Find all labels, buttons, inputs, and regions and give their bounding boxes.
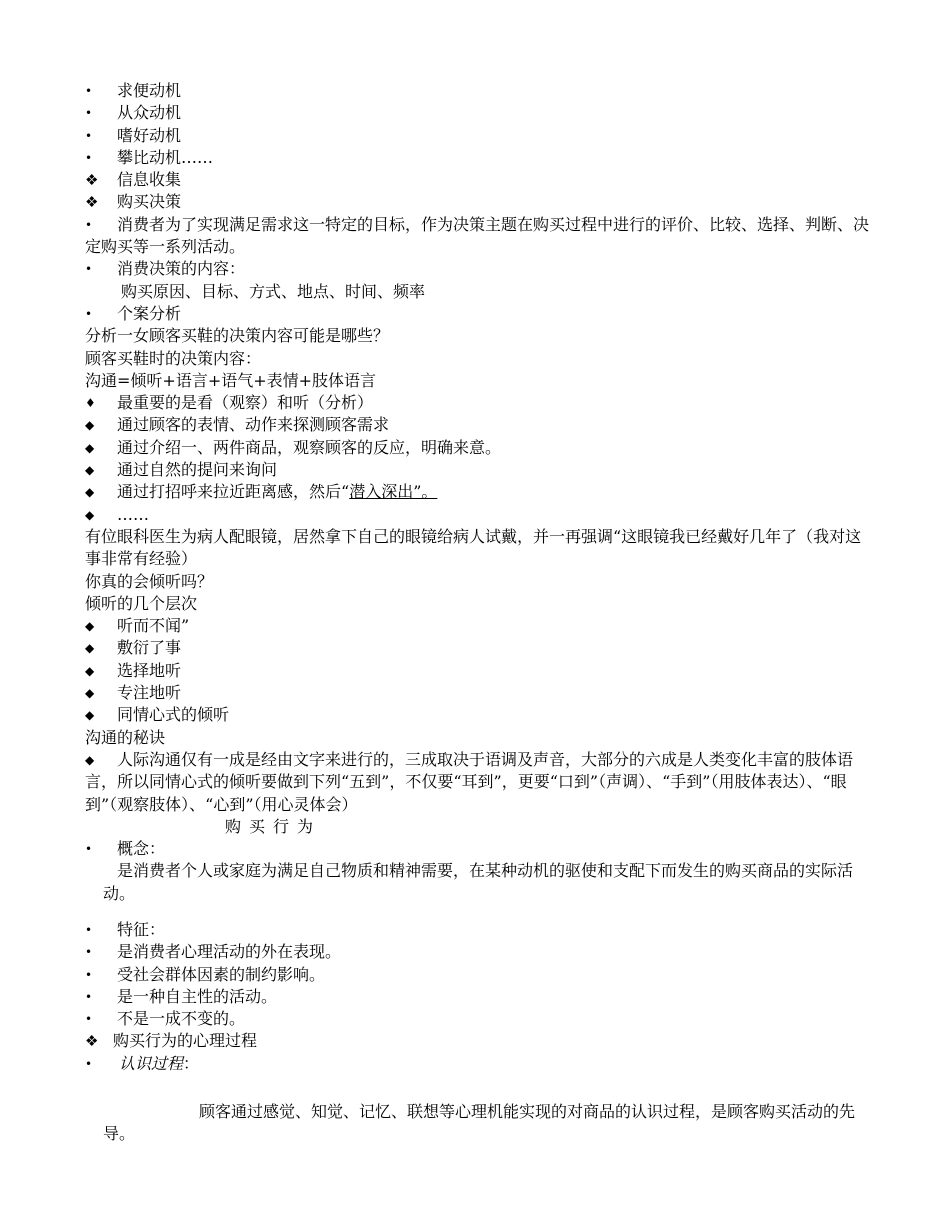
line-text: 是消费者心理活动的外在表现。: [117, 942, 342, 962]
line-text: 购买决策: [117, 192, 182, 212]
feather-line: [85, 1030, 870, 1052]
line-text: 你真的会倾听吗？: [85, 571, 214, 591]
bullet-icon: •: [85, 84, 93, 98]
diamond-line: [85, 660, 870, 682]
bullet-icon: •: [85, 106, 93, 121]
line-text: 通过自然的提问来询问: [117, 460, 278, 480]
diamond-line: [85, 481, 870, 503]
line-text: 沟通=倾听+语言+语气+表情+肢体语言: [85, 370, 377, 390]
diamond-paragraph: [85, 749, 870, 816]
bullet-icon: •: [85, 128, 93, 143]
bullet-line: [85, 1008, 870, 1030]
line-text: 倾听的几个层次: [85, 593, 198, 613]
line-text: 攀比动机……: [117, 147, 214, 167]
line-text: 人际沟通仅有一成是经由文字来进行的，三成取决于语调及声音，大部分的六成是人类变化丰富的肢体语言，所以同情心式的倾听要做到下列“五到”，不仅要“耳到”，更要“口到”（声调）、“手到”（用肢体表达）、“眼到”（观察肢体）、“心到”（用心灵体会）: [85, 749, 854, 814]
bullet-line: [85, 941, 870, 963]
line-text: 最重要的是看（观察）和听（分析）: [117, 393, 374, 413]
diamond-line: [85, 459, 870, 481]
line-text: 是一种自主性的活动。: [117, 986, 278, 1006]
plain-line: [85, 727, 870, 749]
feather-bullet-icon: ❖: [85, 1032, 99, 1051]
line-text: 特征：: [117, 919, 166, 939]
bullet-icon: •: [85, 967, 93, 982]
plain-line: [85, 571, 870, 593]
spacer: [85, 1075, 870, 1101]
diamond-icon: ◆: [85, 686, 95, 701]
diamond-line: [85, 704, 870, 726]
line-text: 专注地听: [117, 683, 182, 703]
feather-bullet-icon: ❖: [85, 171, 99, 190]
diamond-line: [85, 504, 870, 526]
bullet-icon: •: [85, 945, 93, 960]
line-text: 从众动机: [117, 103, 182, 123]
diamond-line: [85, 414, 870, 436]
diamond-line: [85, 682, 870, 704]
line-text: 同情心式的倾听: [117, 705, 230, 725]
plain-line: [85, 325, 870, 347]
line-text: 不是一成不变的。: [117, 1009, 246, 1029]
line-text: 选择地听: [117, 660, 182, 680]
bullet-paragraph: [85, 214, 870, 259]
bullet-icon: •: [85, 306, 93, 321]
plain-paragraph: [85, 526, 870, 571]
line-text: 分析一女顾客买鞋的决策内容可能是哪些？: [85, 326, 390, 346]
line-text: 购买行为: [225, 816, 322, 836]
diamond-icon: ◆: [85, 418, 95, 433]
diamond-icon: ◆: [85, 641, 95, 656]
bullet-line: [85, 102, 870, 124]
line-text: 听而不闻”: [117, 616, 190, 636]
line-text: 顾客通过感觉、知觉、记忆、联想等心理机能实现的对商品的认识过程，是顾客购买活动的先导。: [103, 1102, 856, 1144]
line-text: 购买原因、目标、方式、地点、时间、频率: [121, 281, 426, 301]
line-text: 信息收集: [117, 170, 182, 190]
bullet-line: [85, 986, 870, 1008]
bullet-icon: •: [85, 989, 93, 1004]
diamond-icon: ◆: [85, 507, 95, 522]
line-text: 通过打招呼来拉近距离感，然后“: [117, 482, 350, 502]
bullet-icon: •: [85, 842, 93, 857]
bullet-icon: •: [85, 922, 93, 937]
diamond-line: [85, 437, 870, 459]
line-text: 嗜好动机: [117, 125, 182, 145]
bullet-icon: •: [85, 1056, 93, 1071]
indented-paragraph: [85, 860, 870, 905]
underlined-text: 潜入深出”。: [349, 482, 438, 502]
indented-line: [85, 281, 870, 303]
bullet-icon: •: [85, 150, 93, 165]
diamond-icon: ◆: [85, 752, 95, 767]
diamond-icon: ◆: [85, 663, 95, 678]
bullet-line: [85, 147, 870, 169]
plain-line: [85, 348, 870, 370]
diamond-icon: ◆: [85, 440, 95, 455]
indented-paragraph: [85, 1101, 870, 1146]
bullet-line: [85, 303, 870, 325]
feather-line: [85, 191, 870, 213]
italic-text: 认识过程: [119, 1053, 184, 1073]
bullet-line: [85, 258, 870, 280]
bullet-line: [85, 1053, 870, 1075]
line-text: 购买行为的心理过程: [113, 1031, 258, 1051]
feather-line: [85, 169, 870, 191]
diamond-icon: ◆: [85, 485, 95, 500]
bullet-line: [85, 80, 870, 102]
line-text: 受社会群体因素的制约影响。: [117, 964, 326, 984]
line-text: 顾客买鞋时的决策内容：: [85, 348, 262, 368]
feather-bullet-icon: ❖: [85, 193, 99, 212]
diamond-line: [85, 615, 870, 637]
plain-line: [85, 370, 870, 392]
section-title: [85, 816, 870, 838]
line-text: 个案分析: [117, 303, 182, 323]
bullet-icon: •: [85, 217, 93, 232]
diamond-icon: ◆: [85, 708, 95, 723]
line-text: 求便动机: [117, 81, 182, 100]
small-diamond-icon: ♦: [85, 396, 96, 411]
line-text: 消费决策的内容：: [117, 259, 246, 279]
bullet-line: [85, 838, 870, 860]
line-text: 通过介绍一、两件商品，观察顾客的反应，明确来意。: [117, 437, 502, 457]
bullet-line: [85, 919, 870, 941]
line-text: ：: [183, 1053, 200, 1073]
line-text: 敷衍了事: [117, 638, 182, 658]
bullet-line: [85, 125, 870, 147]
diamond-line: [85, 392, 870, 414]
line-text: ……: [117, 504, 149, 524]
bullet-line: [85, 964, 870, 986]
line-text: 概念：: [117, 839, 166, 859]
bullet-icon: •: [85, 1012, 93, 1027]
diamond-icon: ◆: [85, 463, 95, 478]
line-text: 消费者为了实现满足需求这一特定的目标，作为决策主题在购买过程中进行的评价、比较、选择、判断、决定购买等一系列活动。: [85, 214, 870, 257]
line-text: 沟通的秘诀: [85, 727, 166, 747]
bullet-icon: •: [85, 262, 93, 277]
line-text: 是消费者个人或家庭为满足自己物质和精神需要，在某种动机的驱使和支配下而发生的购买商品的实际活动。: [103, 861, 854, 903]
diamond-icon: ◆: [85, 619, 95, 634]
line-text: 有位眼科医生为病人配眼镜，居然拿下自己的眼镜给病人试戴，并一再强调“这眼镜我已经戴好几年了（我对这事非常有经验）: [85, 526, 862, 569]
line-text: 通过顾客的表情、动作来探测顾客需求: [117, 415, 390, 435]
document-page: [85, 80, 870, 1146]
plain-line: [85, 593, 870, 615]
spacer: [85, 905, 870, 919]
diamond-line: [85, 637, 870, 659]
